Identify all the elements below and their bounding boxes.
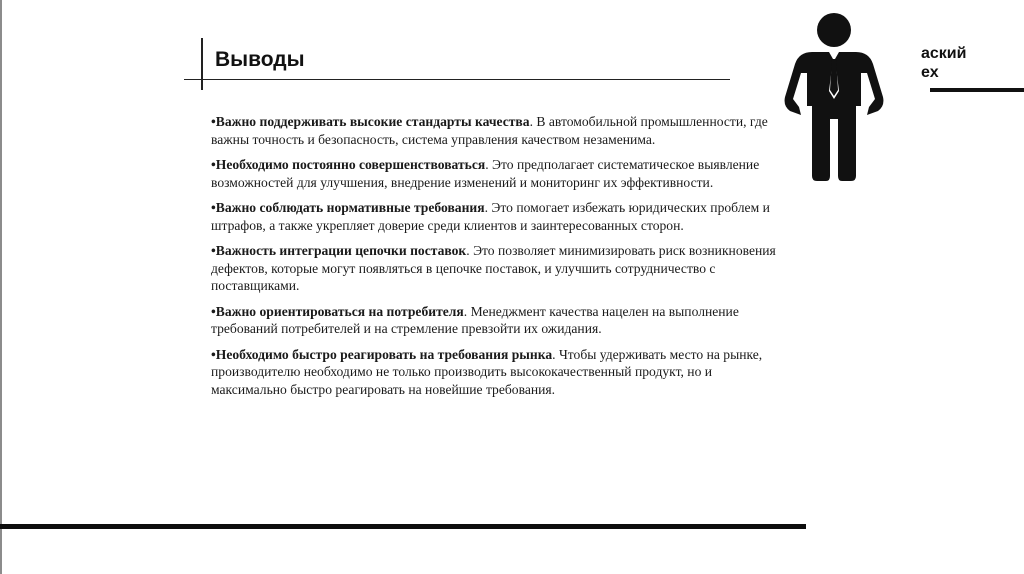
corner-label-line-2: ех [921,64,939,81]
corner-label [921,44,1024,84]
item-text: . Это позволяет минимизировать риск возникновения дефектов, которые могут появляться в цепочке поставок, и улучшить сотрудничество с поставщиками. [211,243,776,293]
list-item [211,113,776,148]
item-text: . Менеджмент качества нацелен на выполнение требований потребителей и на стремление превзойти их ожидания. [211,303,739,336]
title-underline [184,79,730,80]
corner-rule [930,88,1024,92]
bottom-rule [0,524,806,529]
item-heading: •Необходимо постоянно совершенствоваться [211,157,486,172]
item-text: . Это помогает избежать юридических проблем и штрафов, а также укрепляет доверие среди клиентов и заинтересованных сторон. [211,200,770,233]
item-heading: •Важно ориентироваться на потребителя [211,303,464,319]
businessman-icon [783,11,885,183]
item-heading: •Необходимо быстро реагировать на требования рынка [211,346,553,362]
item-heading: •Важность интеграции цепочки поставок [211,243,467,258]
list-item [211,199,776,234]
item-heading: •Важно поддерживать высокие стандарты качества [211,114,530,129]
item-text: . В автомобильной промышленности, где важны точность и безопасность, система управления качеством незаменима. [211,114,768,147]
title-vertical-rule [201,38,203,90]
list-item [211,346,776,399]
item-heading: •Важно соблюдать нормативные требования [211,200,485,215]
list-item [211,242,776,295]
conclusions-list [211,113,776,406]
slide-title: Выводы [215,48,305,71]
corner-label-line-1: аский [921,45,967,62]
list-item [211,303,776,338]
left-frame-border [0,0,2,574]
item-text: . Чтобы удерживать место на рынке, производителю необходимо не только производить высококачественный продукт, но и максимально быстро реагировать на новейшие требования. [211,346,763,397]
list-item [211,156,776,191]
item-text: . Это предполагает систематическое выявление возможностей для улучшения, внедрение изменений и мониторинг их эффективности. [211,157,760,190]
